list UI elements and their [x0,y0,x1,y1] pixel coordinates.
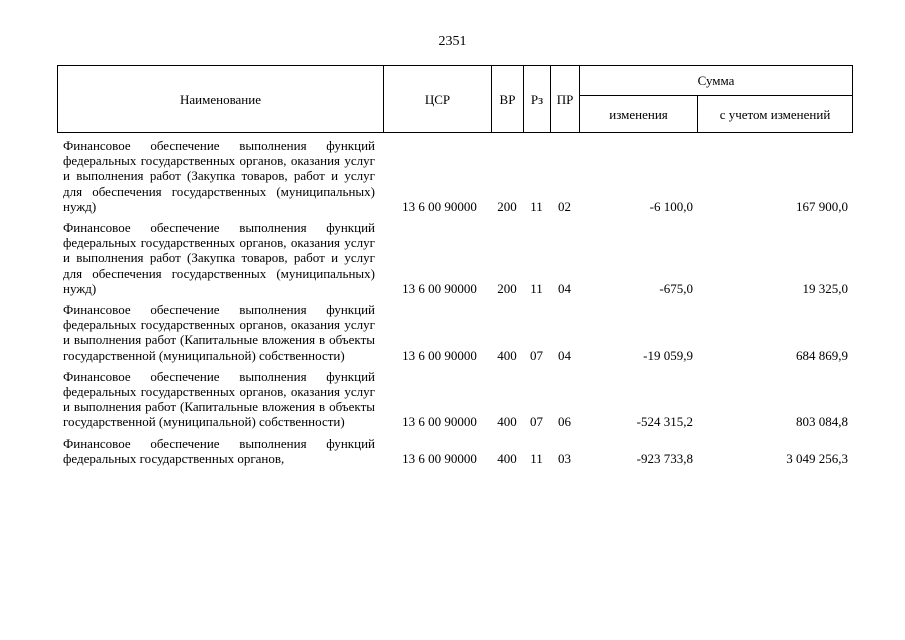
row-changes: -524 315,2 [636,414,693,430]
row-csr: 13 6 00 90000 [402,450,477,466]
row-with-changes: 3 049 256,3 [786,450,848,466]
row-csr: 13 6 00 90000 [402,280,477,296]
row-rz: 11 [530,450,543,466]
header-rz: Рз [524,66,551,133]
header-name: Наименование [58,66,384,133]
header-with-changes: с учетом изменений [698,96,853,133]
row-changes: -19 059,9 [643,347,693,363]
row-rz: 11 [530,280,543,296]
row-name: Финансовое обеспечение выполнения функций федеральных государственных органов, оказания услуг и выполнения работ (Закупка товаров, работ и услуг для обеспечения государственных (муниципальных) нужд) [63,220,375,296]
header-sum: Сумма [580,66,853,96]
header-vr: ВР [492,66,524,133]
row-pr: 06 [558,414,571,430]
table-row [57,296,852,363]
row-vr: 200 [497,280,517,296]
row-pr: 04 [558,280,571,296]
table-row [57,214,852,296]
row-rz: 07 [530,347,543,363]
row-name: Финансовое обеспечение выполнения функций федеральных государственных органов, оказания услуг и выполнения работ (Капитальные вложения в объекты государственной (муниципальной) собственности) [63,368,375,430]
row-pr: 02 [558,198,571,214]
row-with-changes: 167 900,0 [796,198,848,214]
row-with-changes: 803 084,8 [796,414,848,430]
row-name: Финансовое обеспечение выполнения функций федеральных государственных органов, [63,435,375,466]
table-row [57,363,852,430]
table-header [57,65,853,133]
row-csr: 13 6 00 90000 [402,198,477,214]
row-vr: 400 [497,347,517,363]
row-changes: -675,0 [659,280,693,296]
row-rz: 11 [530,198,543,214]
row-vr: 400 [497,450,517,466]
row-pr: 03 [558,450,571,466]
table-body [57,138,852,466]
row-with-changes: 684 869,9 [796,347,848,363]
page-number: 2351 [438,34,467,49]
row-vr: 200 [497,198,517,214]
row-name: Финансовое обеспечение выполнения функций федеральных государственных органов, оказания услуг и выполнения работ (Капитальные вложения в объекты государственной (муниципальной) собственности) [63,302,375,363]
row-csr: 13 6 00 90000 [402,414,477,430]
row-pr: 04 [558,347,571,363]
row-name: Финансовое обеспечение выполнения функций федеральных государственных органов, оказания услуг и выполнения работ (Закупка товаров, работ и услуг для обеспечения государственных (муниципальных) нужд) [63,138,375,214]
row-changes: -923 733,8 [636,450,693,466]
header-pr: ПР [551,66,580,133]
row-rz: 07 [530,414,543,430]
row-changes: -6 100,0 [649,198,693,214]
row-vr: 400 [497,414,517,430]
header-csr: ЦСР [384,66,492,133]
table-row [57,430,852,466]
row-with-changes: 19 325,0 [802,280,848,296]
header-changes: изменения [580,96,698,133]
row-csr: 13 6 00 90000 [402,347,477,363]
table-row [57,138,852,214]
